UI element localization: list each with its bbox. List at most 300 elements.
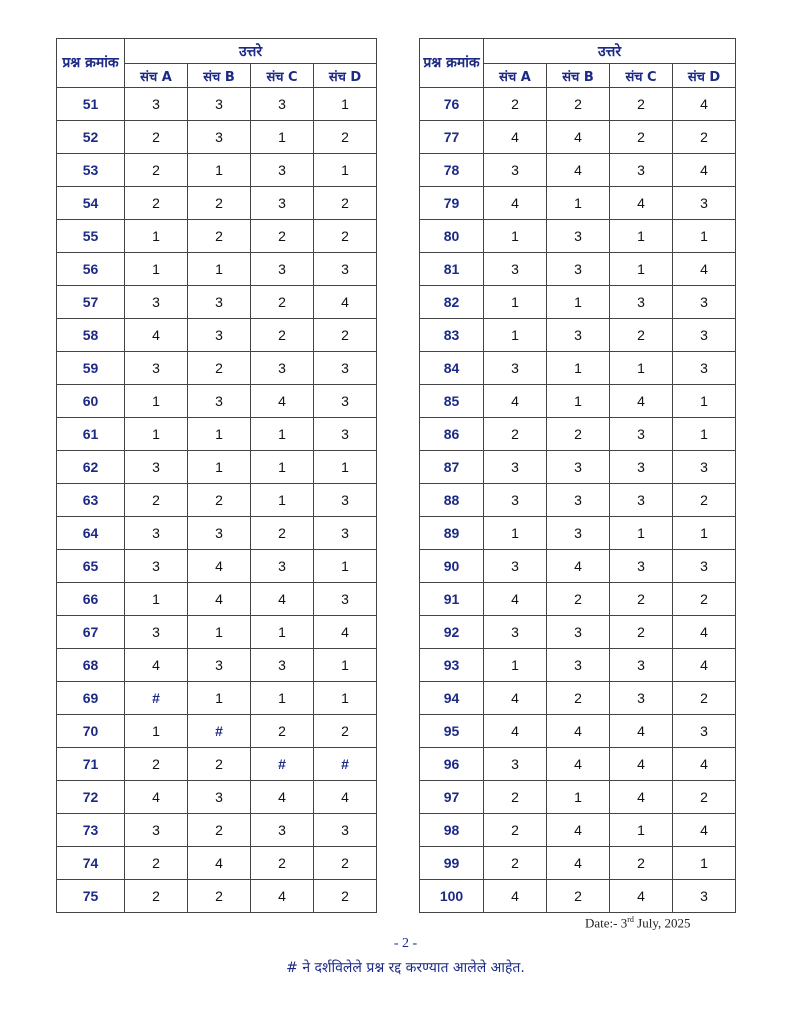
answer-cell-set-b: 4 — [547, 715, 610, 748]
answer-cell-set-b: 1 — [547, 352, 610, 385]
answer-cell-set-a: # — [125, 682, 188, 715]
table-row — [57, 385, 377, 418]
question-number-cell: 99 — [420, 847, 484, 880]
question-number-cell: 96 — [420, 748, 484, 781]
set-a-header: संच A — [125, 64, 188, 88]
answer-cell-set-b: 2 — [547, 682, 610, 715]
table-row — [57, 748, 377, 781]
answer-cell-set-a: 3 — [484, 550, 547, 583]
table-row — [420, 715, 736, 748]
answer-cell-set-a: 3 — [125, 550, 188, 583]
answer-cell-set-a: 4 — [484, 187, 547, 220]
answer-cell-set-a: 2 — [125, 748, 188, 781]
question-number-cell: 100 — [420, 880, 484, 913]
answer-cell-set-c: # — [251, 748, 314, 781]
answer-cell-set-c: 4 — [610, 715, 673, 748]
answer-cell-set-d: 1 — [314, 682, 377, 715]
table-row — [420, 583, 736, 616]
answer-cell-set-c: 4 — [251, 781, 314, 814]
table-row — [420, 682, 736, 715]
answer-cell-set-b: 3 — [188, 517, 251, 550]
answer-cell-set-c: 2 — [251, 517, 314, 550]
question-number-cell: 74 — [57, 847, 125, 880]
question-number-cell: 78 — [420, 154, 484, 187]
question-number-cell: 76 — [420, 88, 484, 121]
page-number: - 2 - — [393, 936, 418, 951]
table-row — [420, 220, 736, 253]
answer-cell-set-a: 2 — [484, 814, 547, 847]
answer-cell-set-a: 1 — [125, 253, 188, 286]
question-number-cell: 66 — [57, 583, 125, 616]
answer-cell-set-d: 3 — [673, 286, 736, 319]
answer-cell-set-c: 3 — [251, 814, 314, 847]
answer-cell-set-c: 1 — [610, 814, 673, 847]
answer-cell-set-a: 4 — [125, 781, 188, 814]
answer-cell-set-a: 3 — [484, 253, 547, 286]
question-number-cell: 90 — [420, 550, 484, 583]
answer-cell-set-a: 2 — [125, 187, 188, 220]
answer-cell-set-b: 3 — [547, 220, 610, 253]
answer-cell-set-d: 2 — [314, 880, 377, 913]
answer-cell-set-b: 2 — [188, 220, 251, 253]
answer-cell-set-d: 1 — [314, 451, 377, 484]
set-b-header: संच B — [547, 64, 610, 88]
answer-cell-set-a: 2 — [484, 781, 547, 814]
answer-cell-set-c: 3 — [251, 649, 314, 682]
answer-cell-set-b: 2 — [188, 484, 251, 517]
answer-cell-set-d: 4 — [673, 88, 736, 121]
answer-cell-set-d: 3 — [673, 880, 736, 913]
question-number-cell: 57 — [57, 286, 125, 319]
table-row — [57, 319, 377, 352]
set-c-header: संच C — [251, 64, 314, 88]
question-number-cell: 94 — [420, 682, 484, 715]
answer-cell-set-a: 2 — [125, 154, 188, 187]
answer-cell-set-b: 3 — [547, 517, 610, 550]
table-row — [57, 781, 377, 814]
answer-cell-set-b: 3 — [547, 484, 610, 517]
answer-cell-set-d: 3 — [314, 517, 377, 550]
answer-cell-set-a: 2 — [125, 484, 188, 517]
answer-cell-set-c: 4 — [251, 385, 314, 418]
question-number-cell: 71 — [57, 748, 125, 781]
answer-cell-set-b: 4 — [188, 847, 251, 880]
answer-cell-set-b: 1 — [188, 253, 251, 286]
answer-cell-set-d: 3 — [314, 484, 377, 517]
question-number-header: प्रश्न क्रमांक — [420, 39, 484, 88]
answer-cell-set-c: 4 — [610, 880, 673, 913]
answer-cell-set-d: 2 — [673, 583, 736, 616]
answer-cell-set-c: 2 — [251, 847, 314, 880]
answer-cell-set-a: 3 — [125, 814, 188, 847]
answer-cell-set-d: 4 — [673, 616, 736, 649]
answer-cell-set-c: 3 — [251, 550, 314, 583]
question-number-cell: 61 — [57, 418, 125, 451]
table-row — [57, 583, 377, 616]
answer-cell-set-b: 3 — [188, 781, 251, 814]
answer-cell-set-a: 3 — [125, 286, 188, 319]
answer-cell-set-d: 2 — [314, 847, 377, 880]
answer-cell-set-c: 2 — [610, 616, 673, 649]
question-number-cell: 95 — [420, 715, 484, 748]
answers-header: उत्तरे — [484, 39, 736, 64]
question-number-cell: 72 — [57, 781, 125, 814]
answer-cell-set-b: 4 — [547, 814, 610, 847]
answer-cell-set-a: 1 — [484, 319, 547, 352]
table-row — [420, 517, 736, 550]
answer-cell-set-d: 3 — [673, 550, 736, 583]
answer-cell-set-d: 1 — [314, 154, 377, 187]
answer-cell-set-a: 1 — [125, 583, 188, 616]
answer-cell-set-d: 3 — [314, 418, 377, 451]
answer-cell-set-a: 4 — [484, 880, 547, 913]
answer-cell-set-b: 3 — [547, 649, 610, 682]
answer-cell-set-a: 4 — [125, 649, 188, 682]
answer-cell-set-d: 2 — [314, 121, 377, 154]
table-row — [57, 649, 377, 682]
table-row — [57, 418, 377, 451]
answer-cell-set-a: 1 — [484, 649, 547, 682]
answer-cell-set-a: 3 — [484, 484, 547, 517]
answer-cell-set-c: 1 — [610, 220, 673, 253]
answer-cell-set-d: 2 — [314, 319, 377, 352]
answer-cell-set-d: 2 — [673, 484, 736, 517]
question-number-cell: 81 — [420, 253, 484, 286]
answer-cell-set-d: 1 — [673, 385, 736, 418]
table-row — [420, 550, 736, 583]
answer-cell-set-c: 2 — [610, 121, 673, 154]
answer-cell-set-b: 3 — [547, 616, 610, 649]
answer-cell-set-c: 1 — [251, 418, 314, 451]
answer-cell-set-c: 3 — [610, 286, 673, 319]
table-row — [420, 352, 736, 385]
answer-cell-set-d: 1 — [673, 517, 736, 550]
answer-cell-set-a: 1 — [125, 418, 188, 451]
answer-cell-set-d: 4 — [673, 253, 736, 286]
table-row — [420, 451, 736, 484]
table-row — [420, 814, 736, 847]
answer-cell-set-b: 1 — [188, 451, 251, 484]
answer-cell-set-c: 3 — [610, 484, 673, 517]
answer-cell-set-c: 3 — [610, 154, 673, 187]
question-number-cell: 53 — [57, 154, 125, 187]
answer-cell-set-d: 1 — [673, 220, 736, 253]
answer-cell-set-d: 3 — [673, 319, 736, 352]
question-number-cell: 84 — [420, 352, 484, 385]
answer-cell-set-d: 4 — [673, 649, 736, 682]
answer-cell-set-d: 2 — [673, 682, 736, 715]
answer-cell-set-d: 3 — [673, 451, 736, 484]
answer-cell-set-c: 2 — [610, 319, 673, 352]
question-number-cell: 93 — [420, 649, 484, 682]
answer-cell-set-b: 3 — [547, 253, 610, 286]
answer-cell-set-d: 1 — [673, 418, 736, 451]
question-number-cell: 67 — [57, 616, 125, 649]
answer-cell-set-c: 4 — [251, 583, 314, 616]
answer-cell-set-a: 2 — [484, 418, 547, 451]
table-row — [420, 253, 736, 286]
answer-cell-set-c: 4 — [610, 385, 673, 418]
answer-cell-set-d: 4 — [673, 154, 736, 187]
set-a-header: संच A — [484, 64, 547, 88]
answer-cell-set-b: 4 — [547, 847, 610, 880]
answer-cell-set-a: 1 — [125, 220, 188, 253]
answer-cell-set-b: 3 — [188, 319, 251, 352]
answer-cell-set-a: 4 — [484, 715, 547, 748]
date-prefix: Date:- 3 — [585, 915, 628, 931]
question-number-cell: 82 — [420, 286, 484, 319]
answer-cell-set-a: 3 — [125, 517, 188, 550]
answer-cell-set-c: 2 — [610, 88, 673, 121]
date-line — [585, 915, 690, 931]
answer-cell-set-c: 3 — [610, 451, 673, 484]
answer-cell-set-c: 1 — [251, 451, 314, 484]
answer-cell-set-a: 3 — [484, 748, 547, 781]
set-d-header: संच D — [314, 64, 377, 88]
date-rest: July, 2025 — [633, 915, 691, 931]
answer-cell-set-a: 2 — [484, 88, 547, 121]
answer-cell-set-b: 2 — [188, 814, 251, 847]
answer-cell-set-c: 2 — [610, 583, 673, 616]
table-row — [57, 220, 377, 253]
answer-cell-set-b: 2 — [547, 418, 610, 451]
answer-cell-set-c: 1 — [610, 253, 673, 286]
answer-cell-set-b: 2 — [188, 352, 251, 385]
answer-cell-set-c: 3 — [610, 649, 673, 682]
answer-key-table-left — [56, 38, 377, 913]
answer-cell-set-c: 3 — [251, 88, 314, 121]
answer-cell-set-c: 2 — [251, 319, 314, 352]
answer-cell-set-b: 3 — [188, 286, 251, 319]
answer-cell-set-a: 2 — [484, 847, 547, 880]
answer-cell-set-a: 1 — [484, 517, 547, 550]
table-row — [420, 781, 736, 814]
answer-cell-set-b: 1 — [188, 682, 251, 715]
answer-cell-set-b: 4 — [547, 154, 610, 187]
question-number-cell: 51 — [57, 88, 125, 121]
table-row — [57, 814, 377, 847]
answer-cell-set-a: 1 — [484, 286, 547, 319]
table-row — [420, 88, 736, 121]
answer-cell-set-b: 2 — [188, 187, 251, 220]
answer-cell-set-a: 1 — [125, 715, 188, 748]
answer-cell-set-d: 1 — [314, 649, 377, 682]
table-row — [57, 517, 377, 550]
question-number-header: प्रश्न क्रमांक — [57, 39, 125, 88]
answer-cell-set-d: 2 — [314, 220, 377, 253]
answer-cell-set-d: 2 — [673, 121, 736, 154]
answer-cell-set-b: 1 — [547, 385, 610, 418]
table-row — [420, 418, 736, 451]
question-number-cell: 68 — [57, 649, 125, 682]
table-row — [57, 352, 377, 385]
answer-cell-set-b: 2 — [188, 748, 251, 781]
answer-cell-set-d: 3 — [314, 385, 377, 418]
question-number-cell: 55 — [57, 220, 125, 253]
answer-cell-set-b: 4 — [188, 550, 251, 583]
answer-cell-set-b: 1 — [188, 154, 251, 187]
question-number-cell: 54 — [57, 187, 125, 220]
answer-cell-set-a: 3 — [484, 352, 547, 385]
question-number-cell: 64 — [57, 517, 125, 550]
question-number-cell: 62 — [57, 451, 125, 484]
table-row — [57, 847, 377, 880]
answer-cell-set-a: 2 — [125, 121, 188, 154]
answer-cell-set-b: 3 — [547, 319, 610, 352]
table-row — [420, 385, 736, 418]
answer-cell-set-a: 4 — [484, 121, 547, 154]
question-number-cell: 79 — [420, 187, 484, 220]
table-row — [57, 550, 377, 583]
answer-cell-set-c: 4 — [610, 748, 673, 781]
answer-cell-set-b: 3 — [188, 88, 251, 121]
answer-cell-set-d: 3 — [314, 352, 377, 385]
answer-cell-set-b: 3 — [188, 121, 251, 154]
answer-cell-set-a: 2 — [125, 847, 188, 880]
answer-cell-set-d: 3 — [673, 187, 736, 220]
question-number-cell: 80 — [420, 220, 484, 253]
answer-cell-set-b: # — [188, 715, 251, 748]
answer-cell-set-c: 3 — [610, 418, 673, 451]
answer-cell-set-d: 3 — [673, 352, 736, 385]
answer-cell-set-c: 2 — [251, 286, 314, 319]
answer-cell-set-c: 1 — [610, 517, 673, 550]
date-suffix-sup: rd — [627, 915, 634, 924]
table-row — [420, 484, 736, 517]
answer-cell-set-d: 2 — [314, 715, 377, 748]
answer-cell-set-d: 4 — [314, 286, 377, 319]
question-number-cell: 77 — [420, 121, 484, 154]
answer-cell-set-c: 2 — [610, 847, 673, 880]
answer-cell-set-d: 4 — [673, 814, 736, 847]
answer-cell-set-d: 4 — [673, 748, 736, 781]
answer-cell-set-c: 4 — [610, 781, 673, 814]
question-number-cell: 98 — [420, 814, 484, 847]
table-row — [57, 616, 377, 649]
answer-cell-set-c: 3 — [251, 253, 314, 286]
table-row — [57, 715, 377, 748]
table-body — [57, 88, 377, 913]
answer-cell-set-b: 2 — [547, 880, 610, 913]
table-row — [57, 682, 377, 715]
table-body — [420, 88, 736, 913]
answer-cell-set-b: 1 — [188, 418, 251, 451]
set-b-header: संच B — [188, 64, 251, 88]
table-row — [420, 649, 736, 682]
table-row — [420, 616, 736, 649]
answer-cell-set-d: 3 — [314, 253, 377, 286]
question-number-cell: 87 — [420, 451, 484, 484]
answer-cell-set-a: 3 — [125, 616, 188, 649]
table-row — [420, 748, 736, 781]
table-row — [420, 154, 736, 187]
answer-cell-set-c: 4 — [251, 880, 314, 913]
answer-cell-set-c: 1 — [251, 121, 314, 154]
answer-cell-set-b: 4 — [547, 748, 610, 781]
question-number-cell: 52 — [57, 121, 125, 154]
table-row — [57, 88, 377, 121]
answer-cell-set-d: 1 — [314, 550, 377, 583]
answer-cell-set-b: 2 — [547, 583, 610, 616]
table-row — [57, 286, 377, 319]
answer-cell-set-c: 4 — [610, 187, 673, 220]
answer-cell-set-d: 3 — [673, 715, 736, 748]
table-row — [420, 319, 736, 352]
question-number-cell: 65 — [57, 550, 125, 583]
answer-key-table-right — [419, 38, 736, 913]
answer-cell-set-d: 4 — [314, 781, 377, 814]
question-number-cell: 91 — [420, 583, 484, 616]
answer-cell-set-a: 1 — [125, 385, 188, 418]
table-row — [420, 121, 736, 154]
answer-cell-set-a: 3 — [125, 88, 188, 121]
answer-cell-set-a: 3 — [484, 451, 547, 484]
answer-cell-set-b: 2 — [547, 88, 610, 121]
question-number-cell: 56 — [57, 253, 125, 286]
answer-cell-set-b: 3 — [188, 385, 251, 418]
answer-cell-set-a: 4 — [125, 319, 188, 352]
answer-cell-set-d: 4 — [314, 616, 377, 649]
table-row — [57, 451, 377, 484]
question-number-cell: 69 — [57, 682, 125, 715]
answer-cell-set-d: 3 — [314, 814, 377, 847]
answer-cell-set-d: # — [314, 748, 377, 781]
question-number-cell: 83 — [420, 319, 484, 352]
question-number-cell: 58 — [57, 319, 125, 352]
table-row — [57, 880, 377, 913]
answer-cell-set-c: 1 — [251, 616, 314, 649]
answer-cell-set-b: 3 — [547, 451, 610, 484]
answer-cell-set-b: 4 — [547, 121, 610, 154]
set-d-header: संच D — [673, 64, 736, 88]
question-number-cell: 59 — [57, 352, 125, 385]
table-row — [57, 484, 377, 517]
answer-cell-set-b: 1 — [547, 781, 610, 814]
table-row — [420, 880, 736, 913]
question-number-cell: 86 — [420, 418, 484, 451]
answer-cell-set-d: 2 — [314, 187, 377, 220]
question-number-cell: 88 — [420, 484, 484, 517]
question-number-cell: 73 — [57, 814, 125, 847]
answer-cell-set-c: 3 — [610, 550, 673, 583]
answer-cell-set-c: 1 — [610, 352, 673, 385]
answer-cell-set-c: 3 — [251, 187, 314, 220]
answer-cell-set-a: 4 — [484, 682, 547, 715]
answer-cell-set-a: 3 — [484, 616, 547, 649]
answer-cell-set-c: 1 — [251, 484, 314, 517]
answer-cell-set-c: 3 — [251, 154, 314, 187]
table-row — [420, 187, 736, 220]
question-number-cell: 92 — [420, 616, 484, 649]
answer-cell-set-b: 1 — [188, 616, 251, 649]
answer-cell-set-b: 4 — [188, 583, 251, 616]
table-row — [57, 253, 377, 286]
answer-cell-set-c: 3 — [251, 352, 314, 385]
set-c-header: संच C — [610, 64, 673, 88]
cancelled-questions-note: # ने दर्शविलेले प्रश्न रद्द करण्यात आलेले आहेत. — [286, 960, 525, 976]
question-number-cell: 97 — [420, 781, 484, 814]
answer-cell-set-a: 4 — [484, 385, 547, 418]
answer-cell-set-c: 2 — [251, 715, 314, 748]
answer-cell-set-b: 4 — [547, 550, 610, 583]
answer-cell-set-d: 2 — [673, 781, 736, 814]
answer-cell-set-a: 1 — [484, 220, 547, 253]
answer-cell-set-b: 1 — [547, 187, 610, 220]
table-row — [420, 286, 736, 319]
question-number-cell: 70 — [57, 715, 125, 748]
question-number-cell: 89 — [420, 517, 484, 550]
answer-cell-set-b: 1 — [547, 286, 610, 319]
